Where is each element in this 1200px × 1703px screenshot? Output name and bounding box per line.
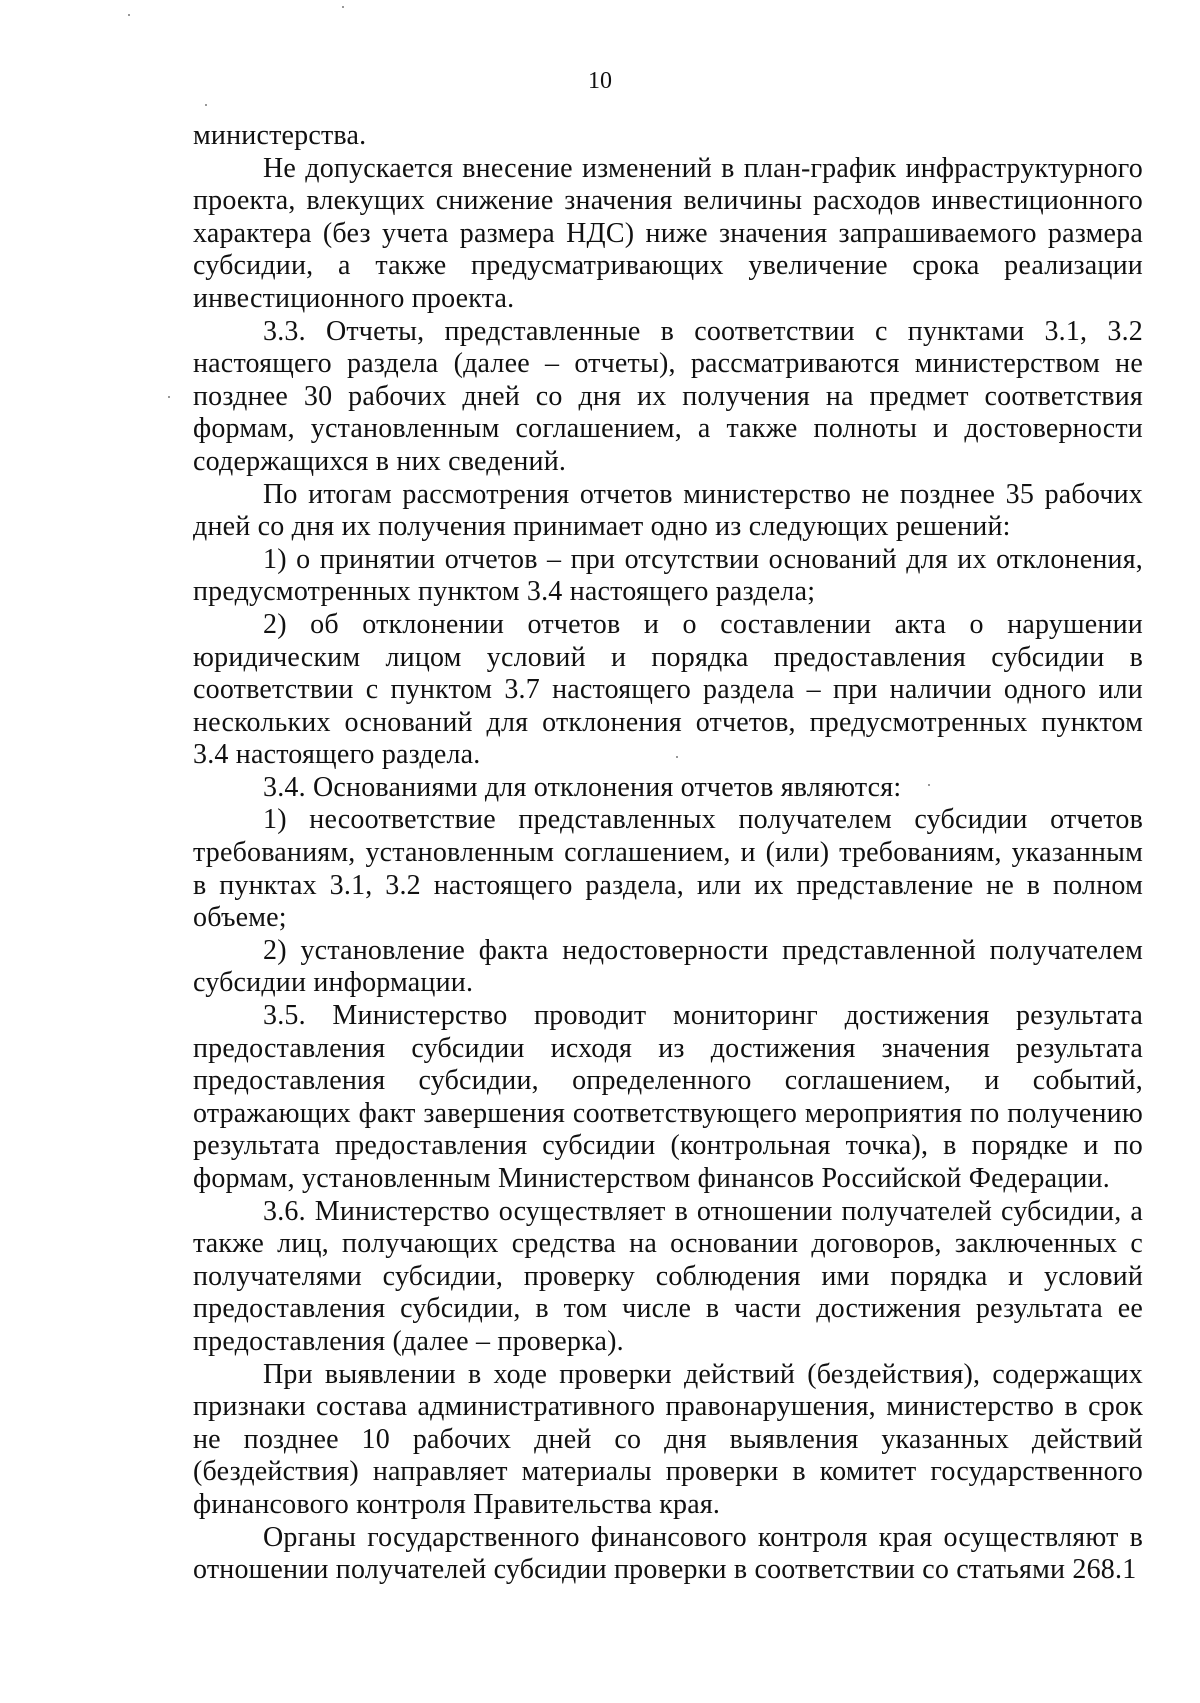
paragraph-3-6: 3.6. Министерство осуществляет в отношении получателей субсидии, а также лиц, получающих средства на основании договоров, заключенных с получателями субсидии, проверку соблюдения ими порядка и условий предоставления субсидии, в том числе в части достижения результата ее предоставления (далее – проверка). — [193, 1195, 1143, 1357]
scan-speck — [205, 104, 207, 106]
list-item: 1) несоответствие представленных получателем субсидии отчетов требованиям, установленным соглашением, и (или) требованиям, указанным в пунктах 3.1, 3.2 настоящего раздела, или их представление не в полном объеме; — [193, 804, 1143, 934]
list-item: 2) установление факта недостоверности представленной получателем субсидии информации. — [193, 934, 1143, 999]
list-item: 2) об отклонении отчетов и о составлении акта о нарушении юридическим лицом условий и порядка предоставления субсидии в соответствии с пунктом 3.7 настоящего раздела – при наличии одного или нескольких оснований для отклонения отчетов, предусмотренных пунктом 3.4 настоящего раздела. — [193, 608, 1143, 771]
list-item: 1) о принятии отчетов – при отсутствии оснований для их отклонения, предусмотренных пунктом 3.4 настоящего раздела; — [193, 543, 1143, 608]
paragraph: По итогам рассмотрения отчетов министерство не позднее 35 рабочих дней со дня их получения принимает одно из следующих решений: — [193, 478, 1143, 543]
paragraph-continuation: министерства. — [193, 120, 367, 151]
document-body — [193, 120, 1143, 1587]
paragraph-3-3: 3.3. Отчеты, представленные в соответствии с пунктами 3.1, 3.2 настоящего раздела (далее – отчеты), рассматриваются министерством не позднее 30 рабочих дней со дня их получения на предмет соответствия формам, установленным соглашением, а также полноты и достоверности содержащихся в них сведений. — [193, 315, 1143, 477]
paragraph: Органы государственного финансового контроля края осуществляют в отношении получателей субсидии проверки в соответствии со статьями 268.1 — [193, 1521, 1143, 1586]
paragraph-3-5: 3.5. Министерство проводит мониторинг достижения результата предоставления субсидии исходя из достижения значения результата предоставления субсидии, определенного соглашением, и событий, отражающих факт завершения соответствующего мероприятия по получению результата предоставления субсидии (контрольная точка), в порядке и по формам, установленным Министерством финансов Российской Федерации. — [193, 1000, 1143, 1194]
scan-speck — [128, 14, 130, 16]
scan-speck — [168, 396, 170, 398]
paragraph: Не допускается внесение изменений в план-график инфраструктурного проекта, влекущих снижение значения величины расходов инвестиционного характера (без учета размера НДС) ниже значения запрашиваемого размера субсидии, а также предусматривающих увеличение срока реализации инвестиционного проекта. — [193, 152, 1143, 314]
scan-speck — [342, 6, 344, 8]
paragraph: При выявлении в ходе проверки действий (бездействия), содержащих признаки состава административного правонарушения, министерство в срок не позднее 10 рабочих дней со дня выявления указанных действий (бездействия) направляет материалы проверки в комитет государственного финансового контроля Правительства края. — [193, 1358, 1143, 1520]
paragraph-3-4: 3.4. Основаниями для отклонения отчетов являются: — [263, 771, 902, 803]
page-number: 10 — [588, 68, 612, 94]
